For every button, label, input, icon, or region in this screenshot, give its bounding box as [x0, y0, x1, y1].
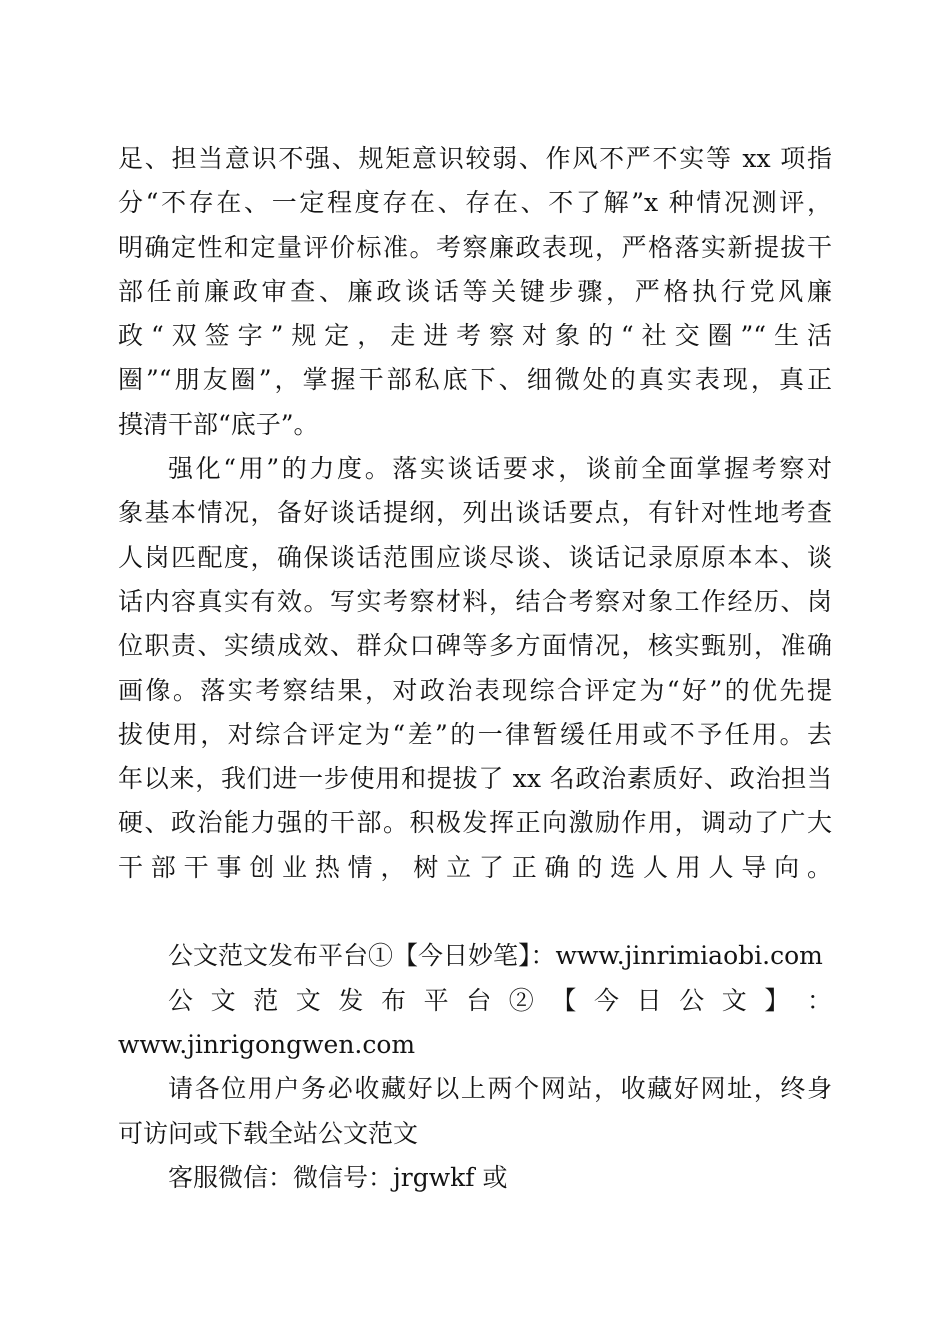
- text-line: www.jinrigongwen.com: [118, 1029, 416, 1059]
- text-line: 请各位用户务必收藏好以上两个网站，收藏好网址，终身: [168, 1074, 832, 1104]
- paragraph-platform-miaobi: [118, 934, 832, 978]
- text-line: 足、担当意识不强、规矩意识较弱、作风不严不实等 xx 项指: [118, 144, 832, 173]
- paragraph-customer-service: [118, 1156, 832, 1200]
- text-line: 人岗匹配度，确保谈话范围应谈尽谈、谈话记录原原本本、谈: [118, 542, 832, 572]
- paragraph-platform-gongwen: [118, 979, 832, 1068]
- document-body: [118, 137, 832, 1200]
- paragraph-bookmark-notice: [118, 1067, 832, 1156]
- text-line: 可访问或下载全站公文范文: [118, 1118, 419, 1148]
- text-line: 圈”“朋友圈”，掌握干部私底下、细微处的真实表现，真正: [118, 365, 832, 395]
- text-line: 象基本情况，备好谈话提纲，列出谈话要点，有针对性地考查: [118, 498, 832, 528]
- text-line: 分“不存在、一定程度存在、存在、不了解”x 种情况测评，: [118, 188, 832, 218]
- text-line: 政“双签字”规定，走进考察对象的“社交圈”“生活: [118, 321, 832, 351]
- text-line: 公文范文发布平台①【今日妙笔】：www.jinrimiaobi.com: [168, 941, 823, 971]
- text-line: 公 文 范 文 发 布 平 台 ② 【 今 日 公 文 】 ：: [168, 985, 832, 1015]
- text-line: 干部干事创业热情，树立了正确的选人用人导向。: [118, 852, 832, 882]
- text-line: [118, 890, 832, 934]
- paragraph-strengthen-use: [118, 447, 832, 934]
- text-line: 画像。落实考察结果，对政治表现综合评定为“好”的优先提: [118, 675, 832, 705]
- text-line: 话内容真实有效。写实考察材料，结合考察对象工作经历、岗: [118, 586, 832, 616]
- text-line: 摸清干部“底子”。: [118, 409, 319, 439]
- text-line: 年以来，我们进一步使用和提拔了 xx 名政治素质好、政治担当: [118, 764, 832, 794]
- text-line: 明确定性和定量评价标准。考察廉政表现，严格落实新提拔干: [118, 232, 832, 262]
- text-line: 位职责、实绩成效、群众口碑等多方面情况，核实甄别，准确: [118, 631, 832, 661]
- text-line: 部任前廉政审查、廉政谈话等关键步骤，严格执行党风廉: [118, 276, 832, 306]
- text-line: 拔使用，对综合评定为“差”的一律暂缓任用或不予任用。去: [118, 719, 832, 749]
- paragraph-assessment-integrity: [118, 137, 832, 447]
- text-line: 强化“用”的力度。落实谈话要求，谈前全面掌握考察对: [168, 454, 832, 484]
- text-line: 硬、政治能力强的干部。积极发挥正向激励作用，调动了广大: [118, 808, 832, 838]
- text-line: 客服微信：微信号：jrgwkf 或: [168, 1162, 508, 1192]
